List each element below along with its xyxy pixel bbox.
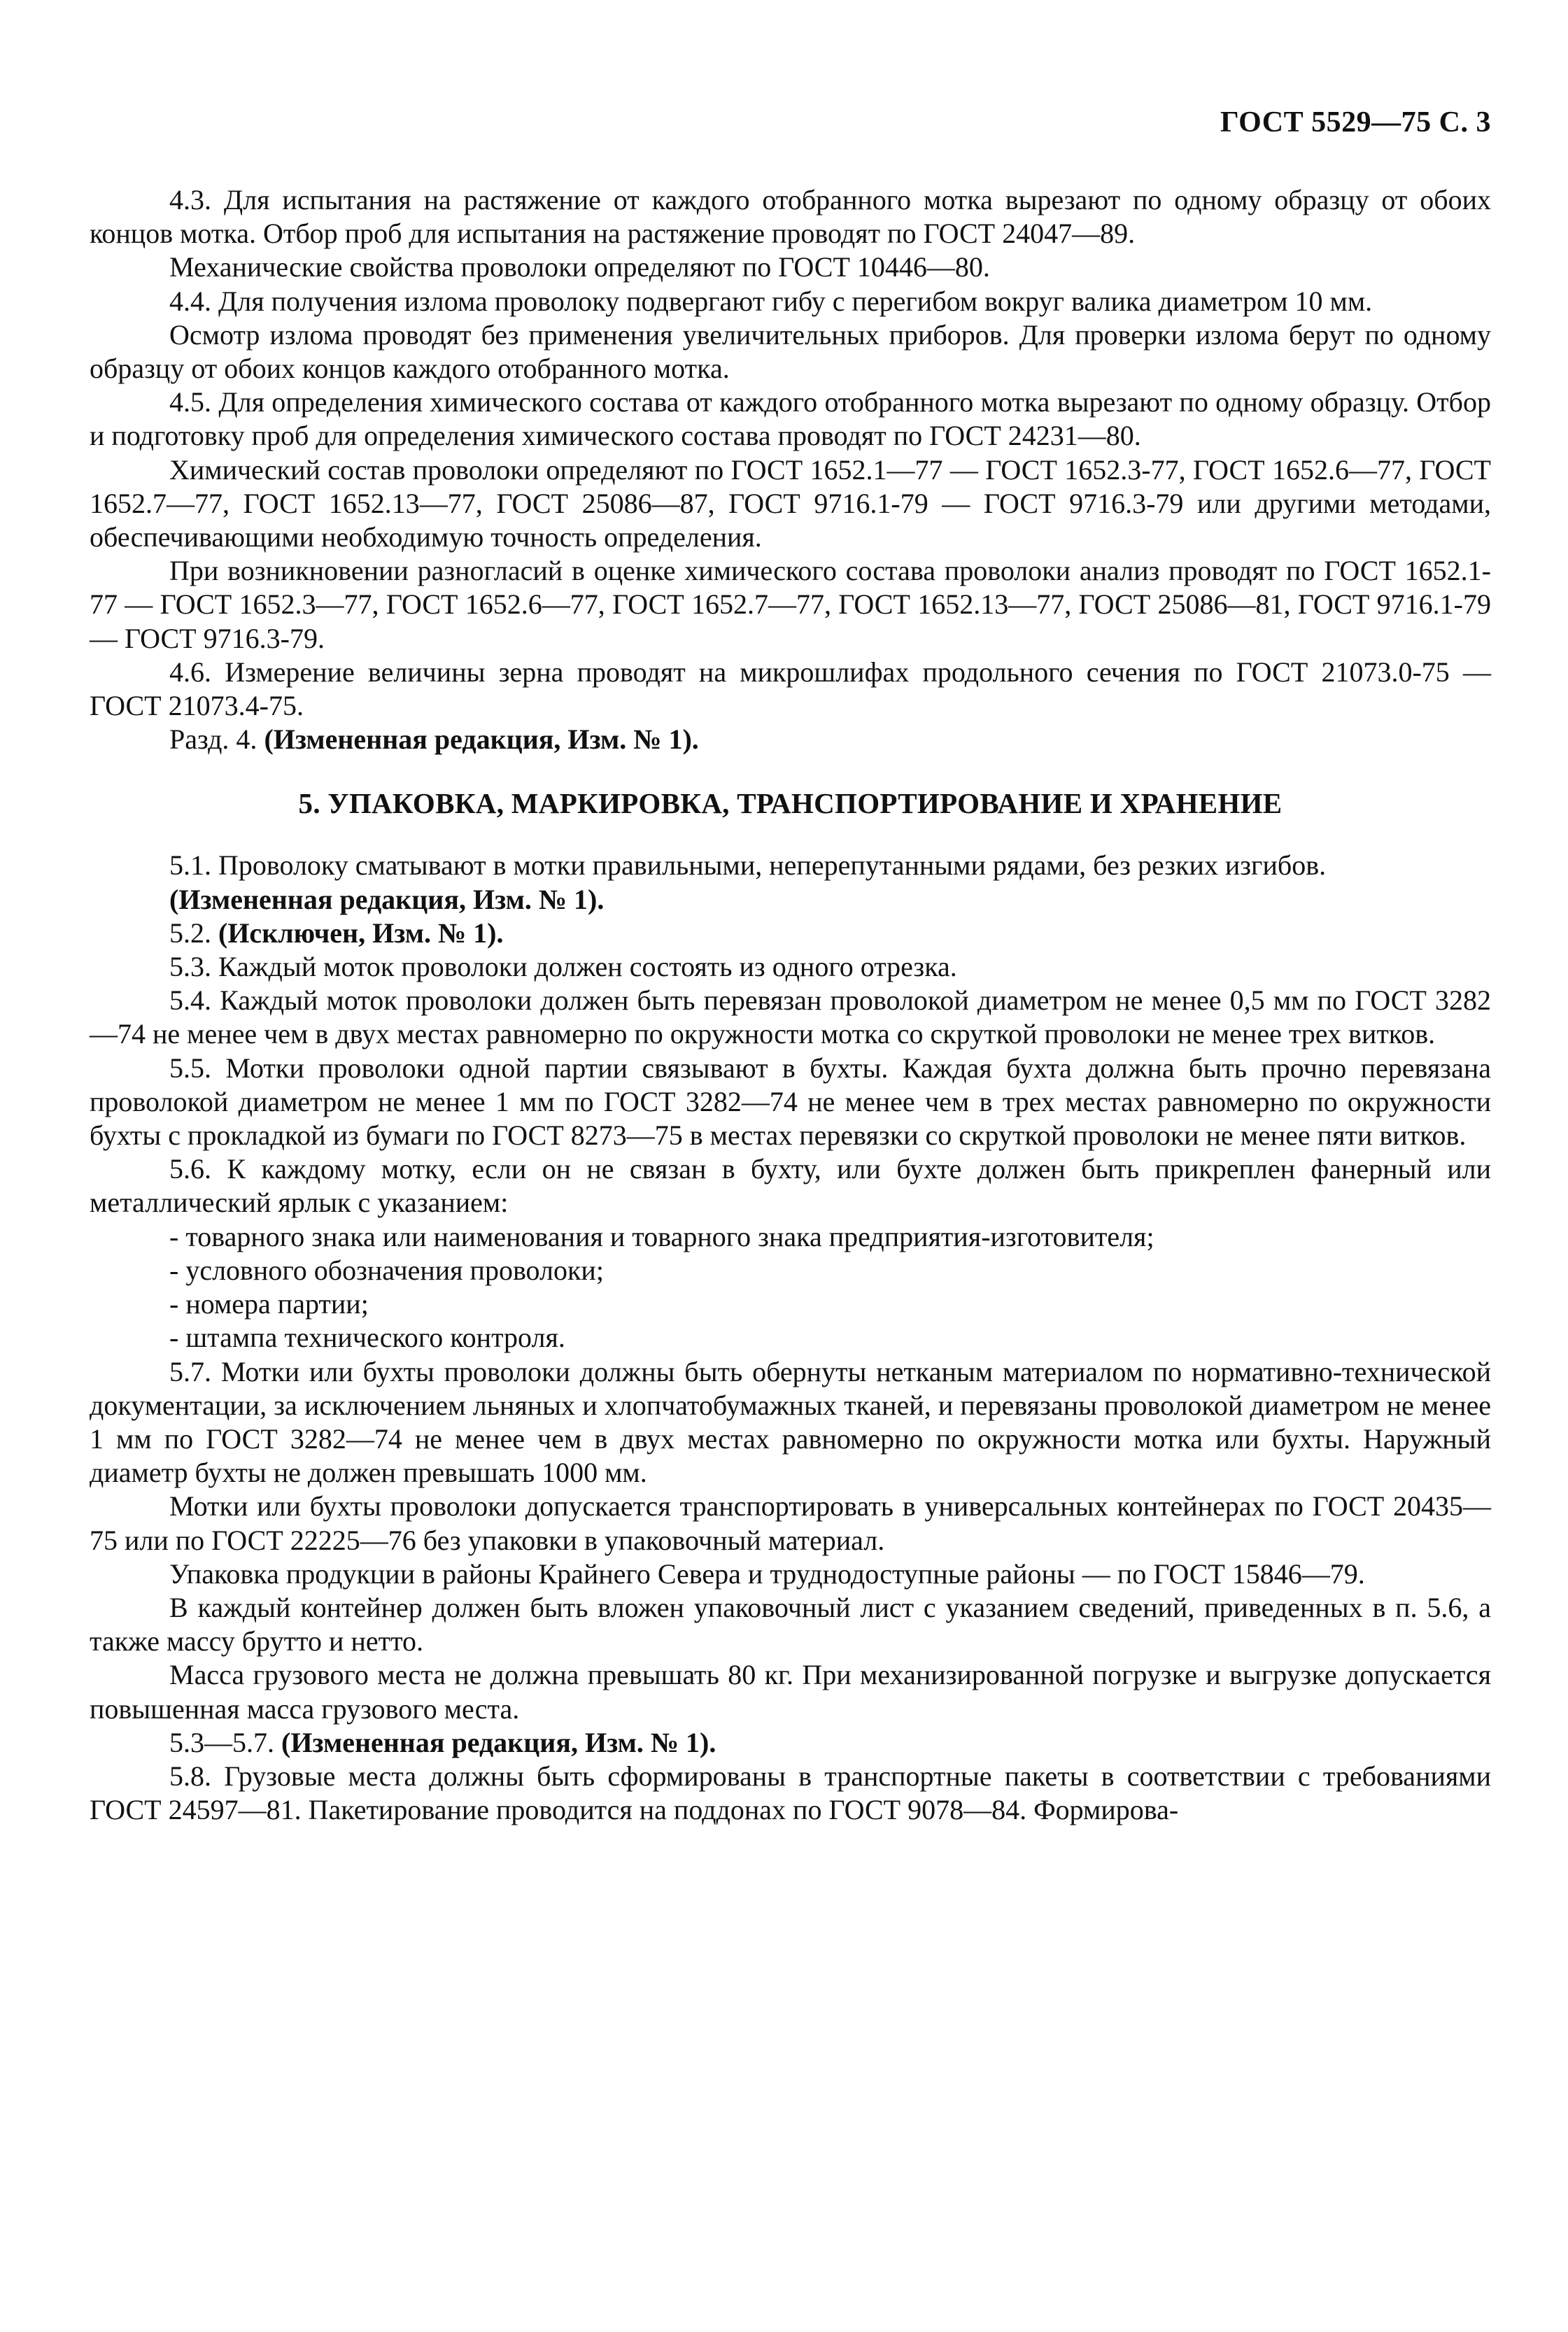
paragraph-5-7: 5.7. Мотки или бухты проволоки должны быть обернуты нетканым материалом по нормативно-технической документации, за исключением льняных и хлопчатобумажных тканей, и перевязаны проволокой диаметром не менее 1 мм по ГОСТ 3282—74 не менее чем в двух местах равномерно по окружности мотка или бухты. Наружный диаметр бухты не должен превышать 1000 мм.: [90, 1355, 1491, 1489]
section-4-amendment: [90, 723, 1491, 756]
paragraph-5-8: 5.8. Грузовые места должны быть сформированы в транспортные пакеты в соответствии с требованиями ГОСТ 24597—81. Пакетирование проводится на поддонах по ГОСТ 9078—84. Формирова-: [90, 1760, 1491, 1826]
amendment-note: (Измененная редакция, Изм. № 1).: [281, 1726, 716, 1758]
paragraph-4-4-inspection: Осмотр излома проводят без применения увеличительных приборов. Для проверки излома берут по одному образцу от обоих концов каждого отобранного мотка.: [90, 318, 1491, 385]
paragraph-4-3: 4.3. Для испытания на растяжение от каждого отобранного мотка вырезают по одному образцу от обоих концов мотка. Отбор проб для испытания на растяжение проводят по ГОСТ 24047—89.: [90, 184, 1491, 250]
list-item: - условного обозначения проволоки;: [169, 1254, 604, 1286]
excluded-note: (Исключен, Изм. № 1).: [218, 917, 504, 949]
section-4-prefix: Разд. 4.: [169, 723, 264, 756]
list-item: - товарного знака или наименования и товарного знака предприятия-изготовителя;: [169, 1220, 1154, 1252]
paragraph-5-1-amendment: (Измененная редакция, Изм. № 1).: [169, 883, 605, 915]
paragraph-4-4: 4.4. Для получения излома проволоку подвергают гибу с перегибом вокруг валика диаметром 10 мм.: [169, 285, 1373, 317]
document-page: [90, 105, 1491, 1827]
paragraph-5-2-prefix: 5.2.: [169, 917, 218, 949]
page-header: ГОСТ 5529—75 С. 3: [1220, 106, 1491, 139]
paragraph-4-5-disputes: При возникновении разногласий в оценке химического состава проволоки анализ проводят по ГОСТ 1652.1-77 — ГОСТ 1652.3—77, ГОСТ 1652.6—77, ГОСТ 1652.7—77, ГОСТ 1652.13—77, ГОСТ 25086—81, ГОСТ 9716.1-79 — ГОСТ 9716.3-79.: [90, 555, 1491, 654]
paragraph-5-3: 5.3. Каждый моток проволоки должен состоять из одного отрезка.: [169, 951, 957, 983]
paragraph-5-5: 5.5. Мотки проволоки одной партии связывают в бухты. Каждая бухта должна быть прочно перевязана проволокой диаметром не менее 1 мм по ГОСТ 3282—74 не менее чем в трех местах равномерно по окружности бухты с прокладкой из бумаги по ГОСТ 8273—75 в местах перевязки со скруткой проволоки не менее пяти витков.: [90, 1052, 1491, 1152]
paragraph-5-7-packing-list: В каждый контейнер должен быть вложен упаковочный лист с указанием сведений, приведенных в п. 5.6, а также массу брутто и нетто.: [90, 1591, 1491, 1658]
paragraph-4-6: 4.6. Измерение величины зерна проводят на микрошлифах продольного сечения по ГОСТ 21073.0-75 — ГОСТ 21073.4-75.: [90, 656, 1491, 722]
paragraph-5-7-mass: Масса грузового места не должна превышать 80 кг. При механизированной погрузке и выгрузке допускается повышенная масса грузового места.: [90, 1659, 1491, 1725]
paragraph-5-6: 5.6. К каждому мотку, если он не связан в бухту, или бухте должен быть прикреплен фанерный или металлический ярлык с указанием:: [90, 1153, 1491, 1219]
paragraph-5-3-5-7-amendment: [90, 1726, 1491, 1760]
paragraph-5-7-containers: Мотки или бухты проволоки допускается транспортировать в универсальных контейнерах по ГОСТ 20435—75 или по ГОСТ 22225—76 без упаковки в упаковочный материал.: [90, 1490, 1491, 1556]
paragraph-5-4: 5.4. Каждый моток проволоки должен быть перевязан проволокой диаметром не менее 0,5 мм по ГОСТ 3282—74 не менее чем в двух местах равномерно по окружности мотка со скруткой проволоки не менее трех витков.: [90, 984, 1491, 1050]
paragraph-4-3-mechanical: Механические свойства проволоки определяют по ГОСТ 10446—80.: [169, 251, 990, 283]
paragraph-5-2: [90, 917, 1491, 950]
section-5-title: 5. УПАКОВКА, МАРКИРОВКА, ТРАНСПОРТИРОВАНИЕ И ХРАНЕНИЕ: [298, 787, 1283, 820]
list-item: - номера партии;: [169, 1288, 369, 1320]
paragraph-range-prefix: 5.3—5.7.: [169, 1726, 281, 1758]
paragraph-4-5-chemical: Химический состав проволоки определяют по ГОСТ 1652.1—77 — ГОСТ 1652.3-77, ГОСТ 1652.6—77, ГОСТ 1652.7—77, ГОСТ 1652.13—77, ГОСТ 25086—87, ГОСТ 9716.1-79 — ГОСТ 9716.3-79 или другими методами, обеспечивающими необходимую точность определения.: [90, 453, 1491, 553]
list-item: - штампа технического контроля.: [169, 1322, 565, 1354]
paragraph-4-5: 4.5. Для определения химического состава от каждого отобранного мотка вырезают по одному образцу. Отбор и подготовку проб для определения химического состава проводят по ГОСТ 24231—80.: [90, 386, 1491, 452]
amendment-note: (Измененная редакция, Изм. № 1).: [264, 723, 699, 756]
paragraph-5-1: 5.1. Проволоку сматывают в мотки правильными, неперепутанными рядами, без резких изгибов.: [169, 849, 1327, 882]
paragraph-5-7-north: Упаковка продукции в районы Крайнего Севера и труднодоступные районы — по ГОСТ 15846—79.: [169, 1557, 1365, 1590]
